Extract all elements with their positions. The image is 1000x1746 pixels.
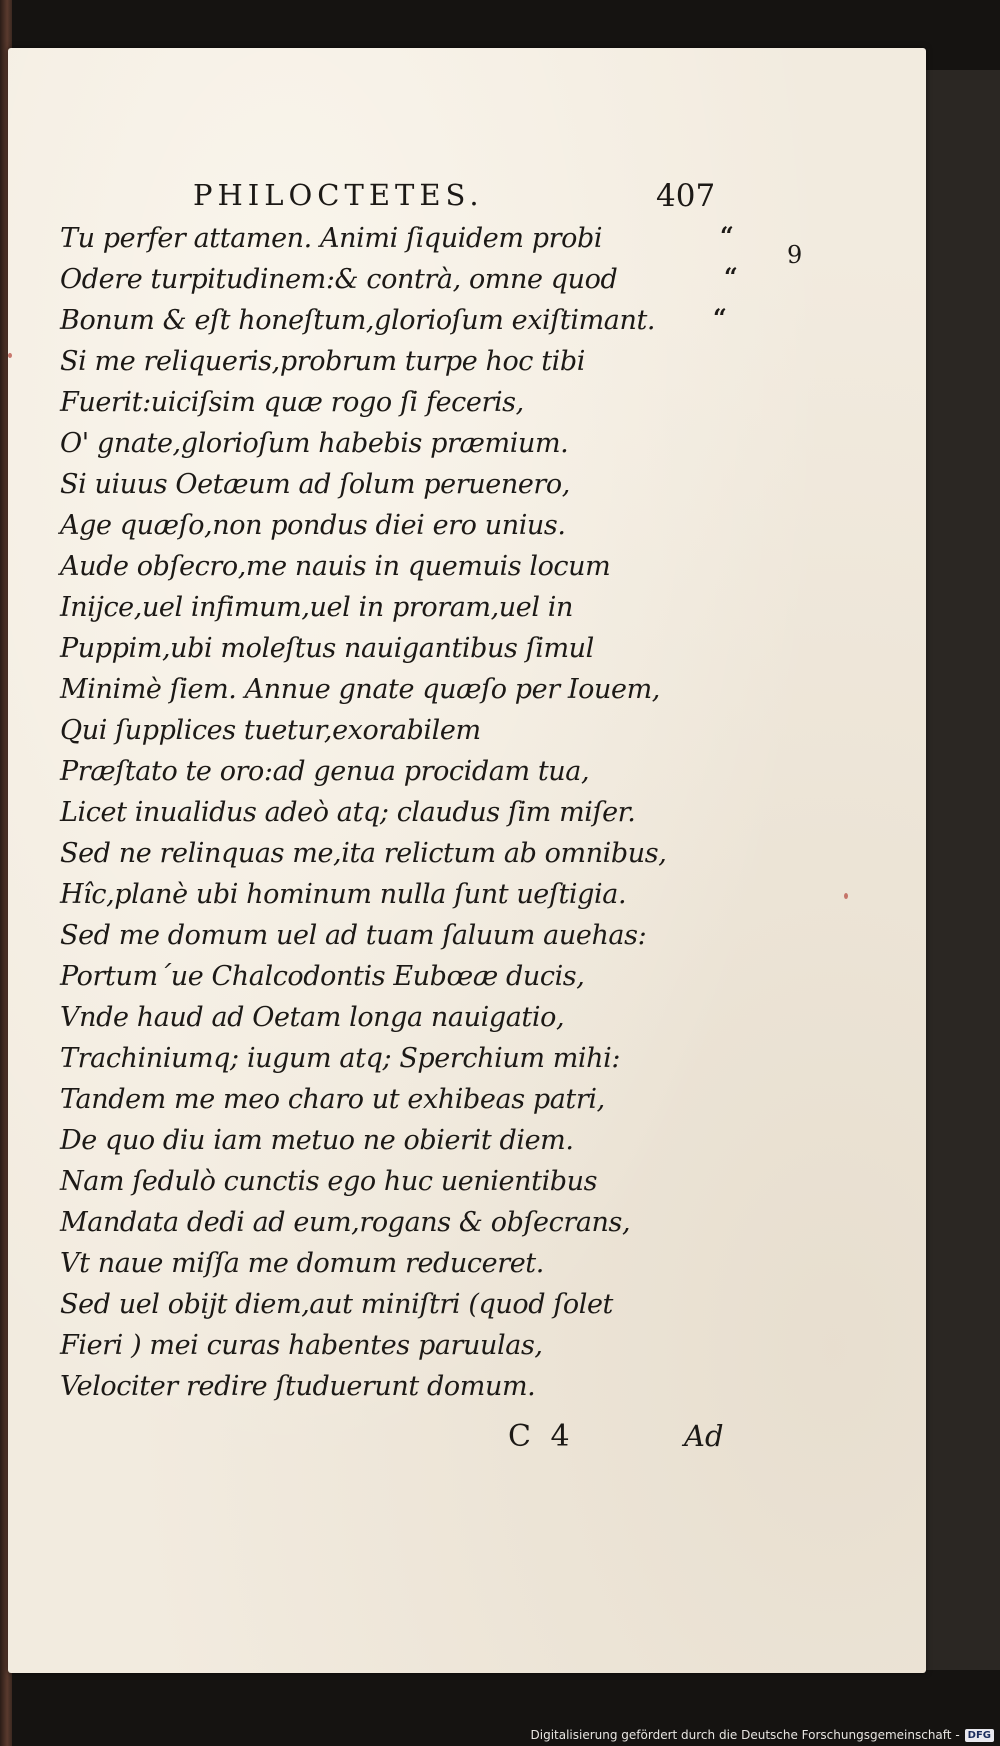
facing-page-edge xyxy=(925,70,1000,1670)
verse-line: Minimè ſiem. Annue gnate quæſo per Iouem, xyxy=(60,674,660,705)
ink-speck xyxy=(8,353,12,358)
quote-mark: “ xyxy=(724,262,739,291)
verse-text xyxy=(60,218,700,1407)
digitization-credit xyxy=(531,1728,995,1742)
verse-line: Inijce,uel infimum,uel in proram,uel in xyxy=(60,592,573,623)
verse-line: Tu perfer attamen. Animi ſiquidem probi xyxy=(60,223,603,254)
verse-line: Bonum & eſt honeſtum,glorioſum exiſtimant. xyxy=(60,305,656,336)
catchword: Ad xyxy=(684,1419,724,1453)
verse-line: Trachiniumq; iugum atq; Sperchium mihi: xyxy=(60,1043,621,1074)
quote-mark: “ xyxy=(713,303,728,332)
credit-text: Digitalisierung gefördert durch die Deutsche Forschungsgemeinschaft - xyxy=(530,1728,960,1742)
verse-line: Si me reliqueris,probrum turpe hoc tibi xyxy=(60,346,586,377)
page-number: 407 xyxy=(656,178,716,214)
verse-line: Fuerit:uiciſsim quæ rogo ſi feceris, xyxy=(60,387,524,418)
verse-line: Tandem me meo charo ut exhibeas patri, xyxy=(60,1084,605,1115)
verse-line: Sed me domum uel ad tuam ſaluum auehas: xyxy=(60,920,647,951)
verse-line: Portum´ue Chalcodontis Eubœæ ducis, xyxy=(60,961,585,992)
verse-line: Si uiuus Oetæum ad ſolum peruenero, xyxy=(60,469,570,500)
verse-line: Qui ſupplices tuetur,exorabilem xyxy=(60,715,481,746)
verse-line: Puppim,ubi moleſtus nauigantibus ſimul xyxy=(60,633,594,664)
running-head: PHILOCTETES. xyxy=(193,178,484,212)
verse-line: Nam ſedulò cunctis ego huc uenientibus xyxy=(60,1166,598,1197)
margin-line-number: 9 xyxy=(787,241,803,269)
dfg-logo-icon: DFG xyxy=(965,1729,994,1742)
verse-line: Licet inualidus adeò atq; claudus ſim miſer. xyxy=(60,797,636,828)
verse-line: Velociter redire ſtuduerunt domum. xyxy=(60,1371,536,1402)
verse-line: O' gnate,glorioſum habebis præmium. xyxy=(60,428,569,459)
verse-line: Age quæſo,non pondus diei ero unius. xyxy=(60,510,566,541)
signature-mark: C 4 xyxy=(508,1419,570,1454)
verse-line: Sed uel obijt diem,aut miniſtri (quod ſolet xyxy=(60,1289,613,1320)
quote-mark: “ xyxy=(720,221,735,250)
facing-page-bleed xyxy=(940,945,945,968)
verse-line: Fieri ) mei curas habentes paruulas, xyxy=(60,1330,543,1361)
verse-line: De quo diu iam metuo ne obierit diem. xyxy=(60,1125,574,1156)
verse-line: Aude obſecro,me nauis in quemuis locum xyxy=(60,551,611,582)
verse-line: Vt naue miſſa me domum reduceret. xyxy=(60,1248,544,1279)
verse-line: Sed ne relinquas me,ita relictum ab omnibus, xyxy=(60,838,667,869)
verse-line: Vnde haud ad Oetam longa nauigatio, xyxy=(60,1002,565,1033)
verse-line: Hîc,planè ubi hominum nulla ſunt ueſtigia. xyxy=(60,879,627,910)
verse-line: Mandata dedi ad eum,rogans & obſecrans, xyxy=(60,1207,631,1238)
book-page xyxy=(8,48,926,1673)
verse-line: Præſtato te oro:ad genua procidam tua, xyxy=(60,756,590,787)
verse-line: Odere turpitudinem:& contrà, omne quod xyxy=(60,264,618,295)
ink-speck xyxy=(844,893,848,899)
